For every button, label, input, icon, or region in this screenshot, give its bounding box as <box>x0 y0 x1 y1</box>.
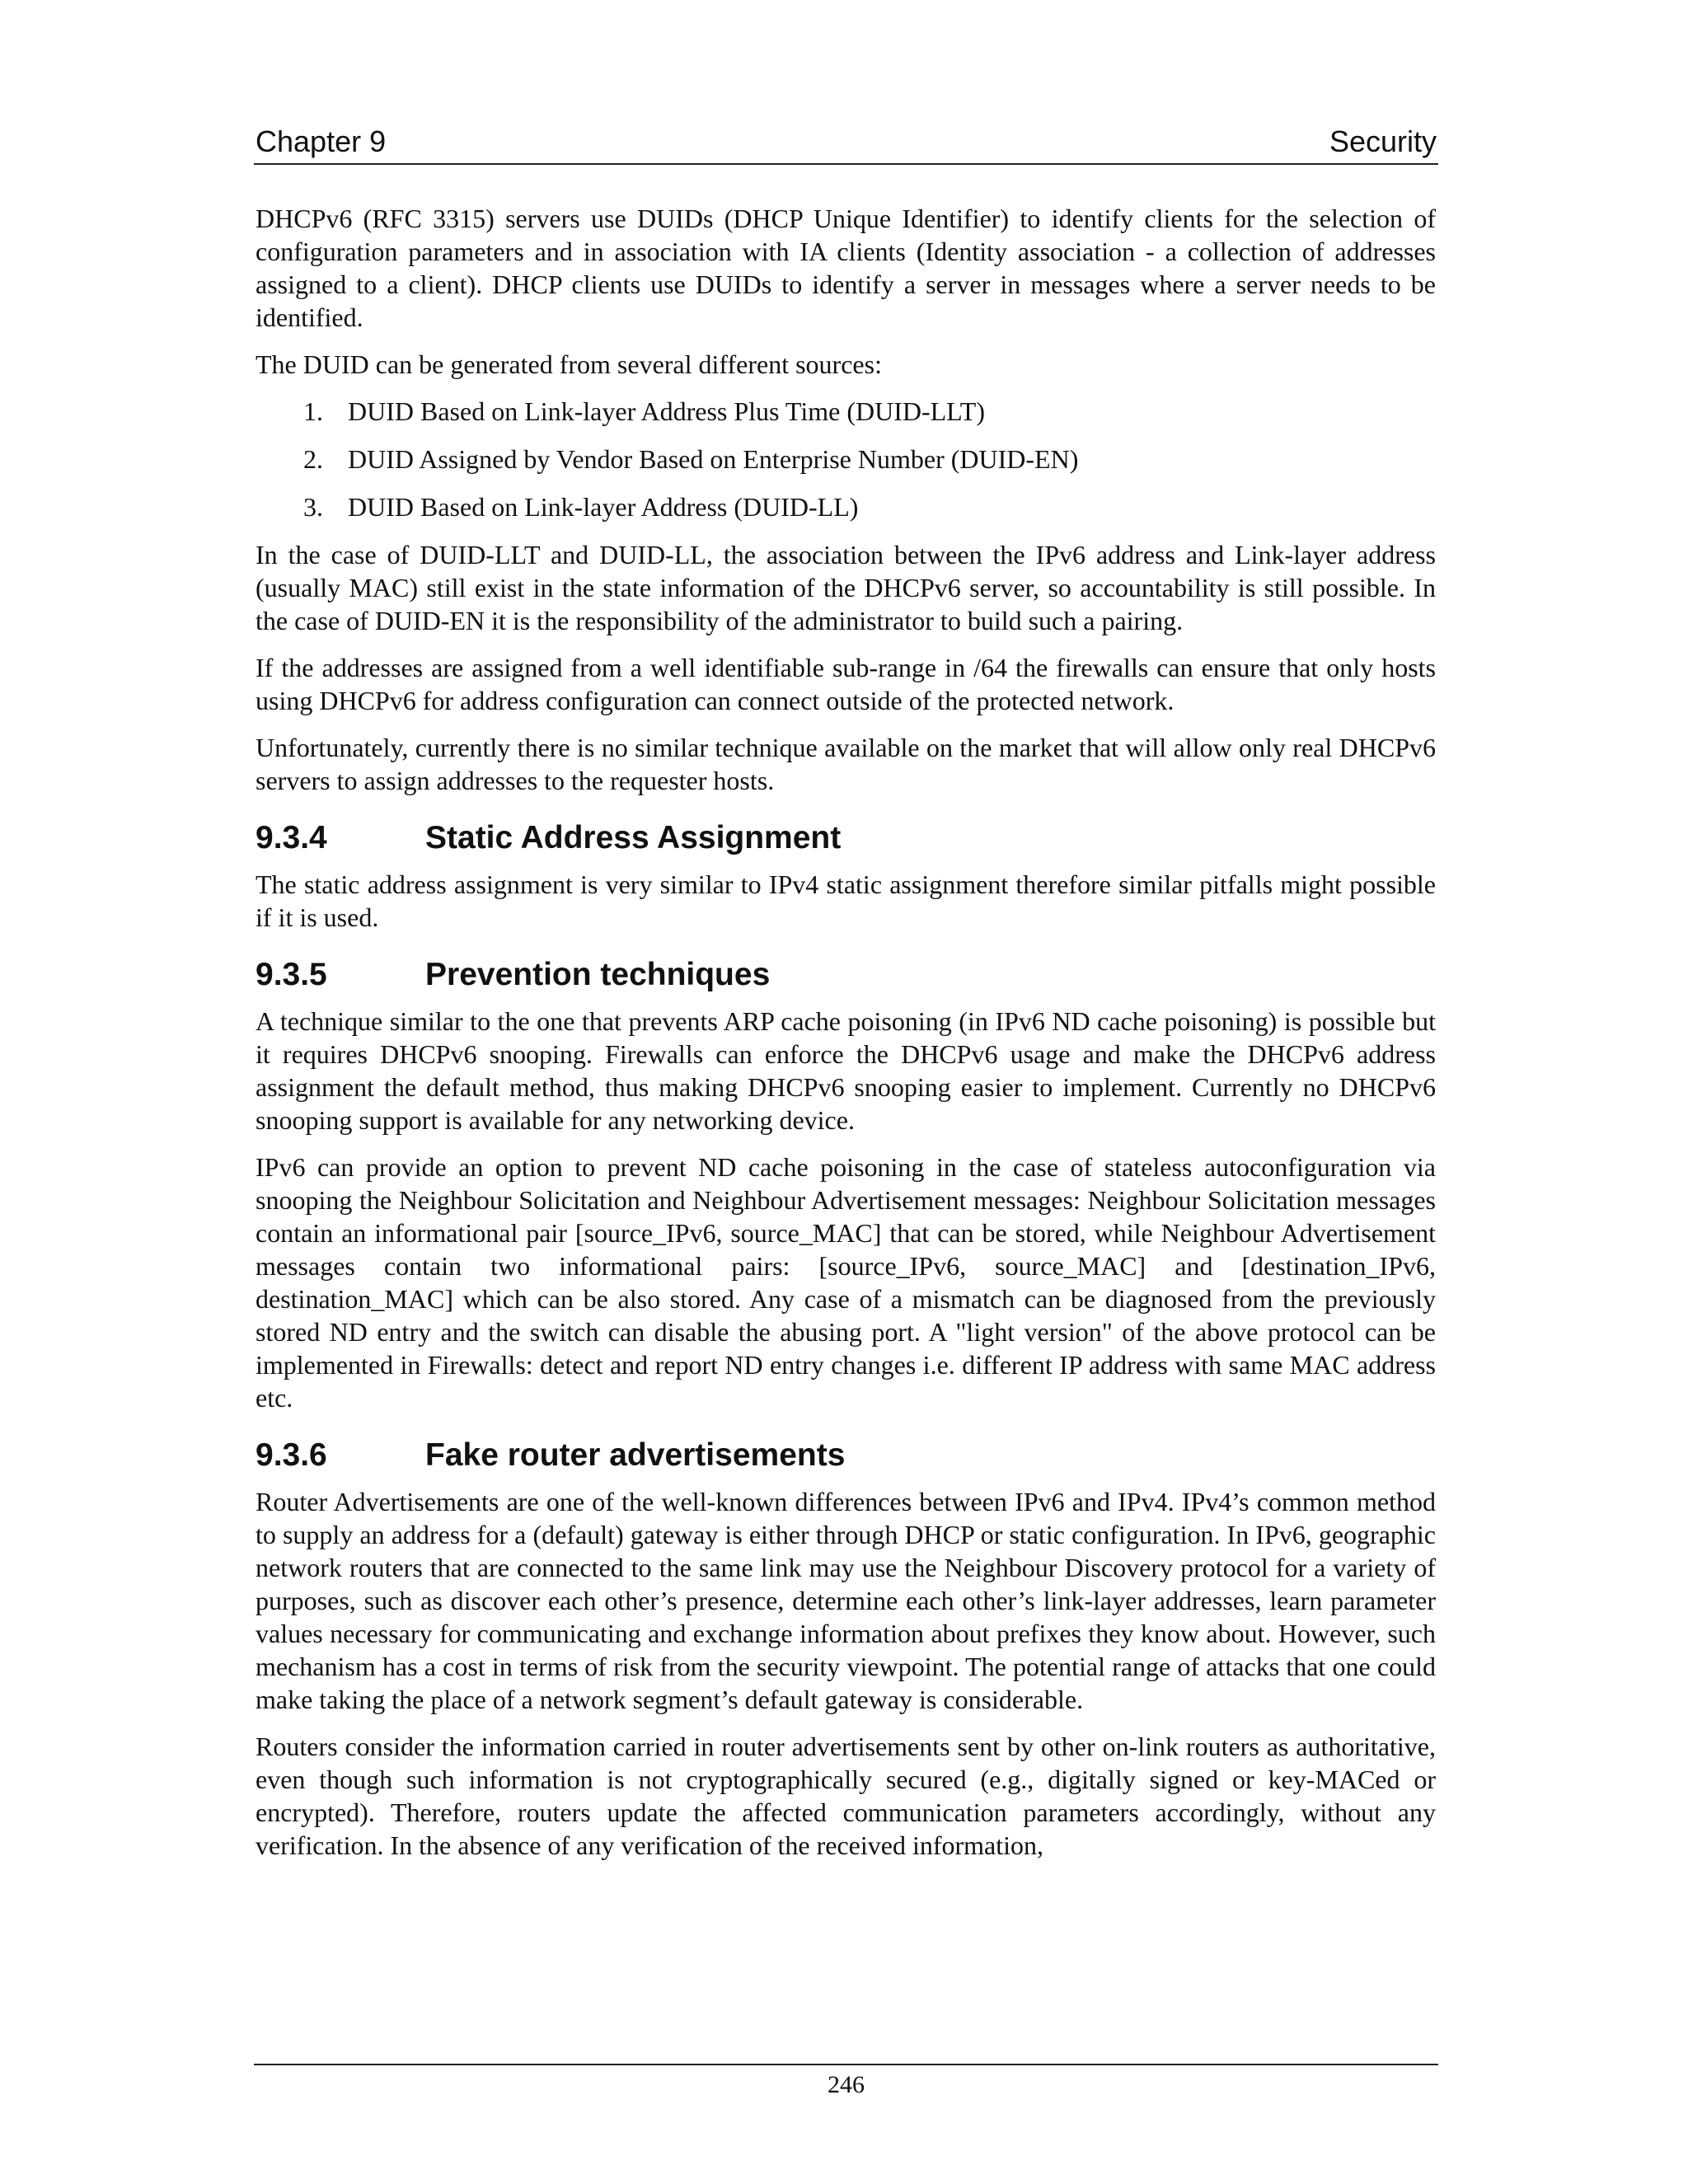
paragraph: In the case of DUID-LLT and DUID-LL, the association between the IPv6 address and Link-layer address (usually MAC) still exist in the state information of the DHCPv6 server, so accountability is still possible. In the case of DUID-EN it is the responsibility of the administrator to build such a pairing. <box>256 540 1436 635</box>
list-item-text: DUID Based on Link-layer Address (DUID-LL) <box>348 492 859 522</box>
header-section: Security <box>1329 124 1437 158</box>
list-item-text: DUID Based on Link-layer Address Plus Time (DUID-LLT) <box>348 396 985 426</box>
section-heading-9-3-4 <box>256 818 1436 858</box>
paragraph: Router Advertisements are one of the well-known differences between IPv6 and IPv4. IPv4’s common method to supply an address for a (default) gateway is either through DHCP or static configuration. In IPv6, geographic network routers that are connected to the same link may use the Neighbour Discovery protocol for a variety of purposes, such as discover each other’s presence, determine each other’s link-layer addresses, learn parameter values necessary for communicating and exchange information about prefixes they know about. However, such mechanism has a cost in terms of risk from the security viewpoint. The potential range of attacks that one could make taking the place of a network segment’s default gateway is considerable. <box>256 1487 1436 1714</box>
duid-sources-list <box>256 395 1436 523</box>
paragraph: The DUID can be generated from several different sources: <box>256 349 882 379</box>
section-title: Static Address Assignment <box>425 820 842 855</box>
paragraph: Unfortunately, currently there is no similar technique available on the market that will allow only real DHCPv6 servers to assign addresses to the requester hosts. <box>256 733 1436 795</box>
page-body <box>256 202 1436 1876</box>
list-item-number: 3. <box>303 492 323 522</box>
footer-divider <box>254 2064 1438 2065</box>
header-chapter: Chapter 9 <box>256 124 387 158</box>
running-header <box>254 122 1438 165</box>
section-heading-9-3-6 <box>256 1436 1436 1475</box>
section-number: 9.3.4 <box>256 820 327 855</box>
list-item <box>256 490 1436 523</box>
section-title: Fake router advertisements <box>425 1437 846 1473</box>
section-number: 9.3.6 <box>256 1437 327 1473</box>
list-item-number: 2. <box>303 444 323 474</box>
paragraph: A technique similar to the one that prevents ARP cache poisoning (in IPv6 ND cache poisoning) is possible but it requires DHCPv6 snooping. Firewalls can enforce the DHCPv6 usage and make the DHCPv6 address assignment the default method, thus making DHCPv6 snooping easier to implement. Currently no DHCPv6 snooping support is available for any networking device. <box>256 1006 1436 1135</box>
list-item <box>256 395 1436 428</box>
paragraph: DHCPv6 (RFC 3315) servers use DUIDs (DHCP Unique Identifier) to identify clients for the selection of configuration parameters and in association with IA clients (Identity association - a collection of addresses assigned to a client). DHCP clients use DUIDs to identify a server in messages where a server needs to be identified. <box>256 204 1436 332</box>
paragraph: IPv6 can provide an option to prevent ND cache poisoning in the case of stateless autoconfiguration via snooping the Neighbour Solicitation and Neighbour Advertisement messages: Neighbour Solicitation messages contain an informational pair [source_IPv6, source_MAC] that can be stored, while Neighbour Advertisement messages contain two informational pairs: [source_IPv6, source_MAC] and [destination_IPv6, destination_MAC] which can be also stored. Any case of a mismatch can be diagnosed from the previously stored ND entry and the switch can disable the abusing port. A "light version" of the above protocol can be implemented in Firewalls: detect and report ND entry changes i.e. different IP address with same MAC address etc. <box>256 1152 1436 1413</box>
paragraph: If the addresses are assigned from a well identifiable sub-range in /64 the firewalls can ensure that only hosts using DHCPv6 for address configuration can connect outside of the protected network. <box>256 653 1436 715</box>
page-number: 246 <box>828 2071 865 2098</box>
list-item-number: 1. <box>303 396 323 426</box>
list-item-text: DUID Assigned by Vendor Based on Enterprise Number (DUID-EN) <box>348 444 1079 474</box>
section-title: Prevention techniques <box>425 957 771 992</box>
section-heading-9-3-5 <box>256 955 1436 995</box>
paragraph: Routers consider the information carried in router advertisements sent by other on-link routers as authoritative, even though such information is not cryptographically secured (e.g., digitally signed or key-MACed or encrypted). Therefore, routers update the affected communication parameters accordingly, without any verification. In the absence of any verification of the received information, <box>256 1732 1436 1860</box>
section-number: 9.3.5 <box>256 957 327 992</box>
list-item <box>256 443 1436 476</box>
paragraph: The static address assignment is very similar to IPv4 static assignment therefore similar pitfalls might possible if it is used. <box>256 869 1436 932</box>
